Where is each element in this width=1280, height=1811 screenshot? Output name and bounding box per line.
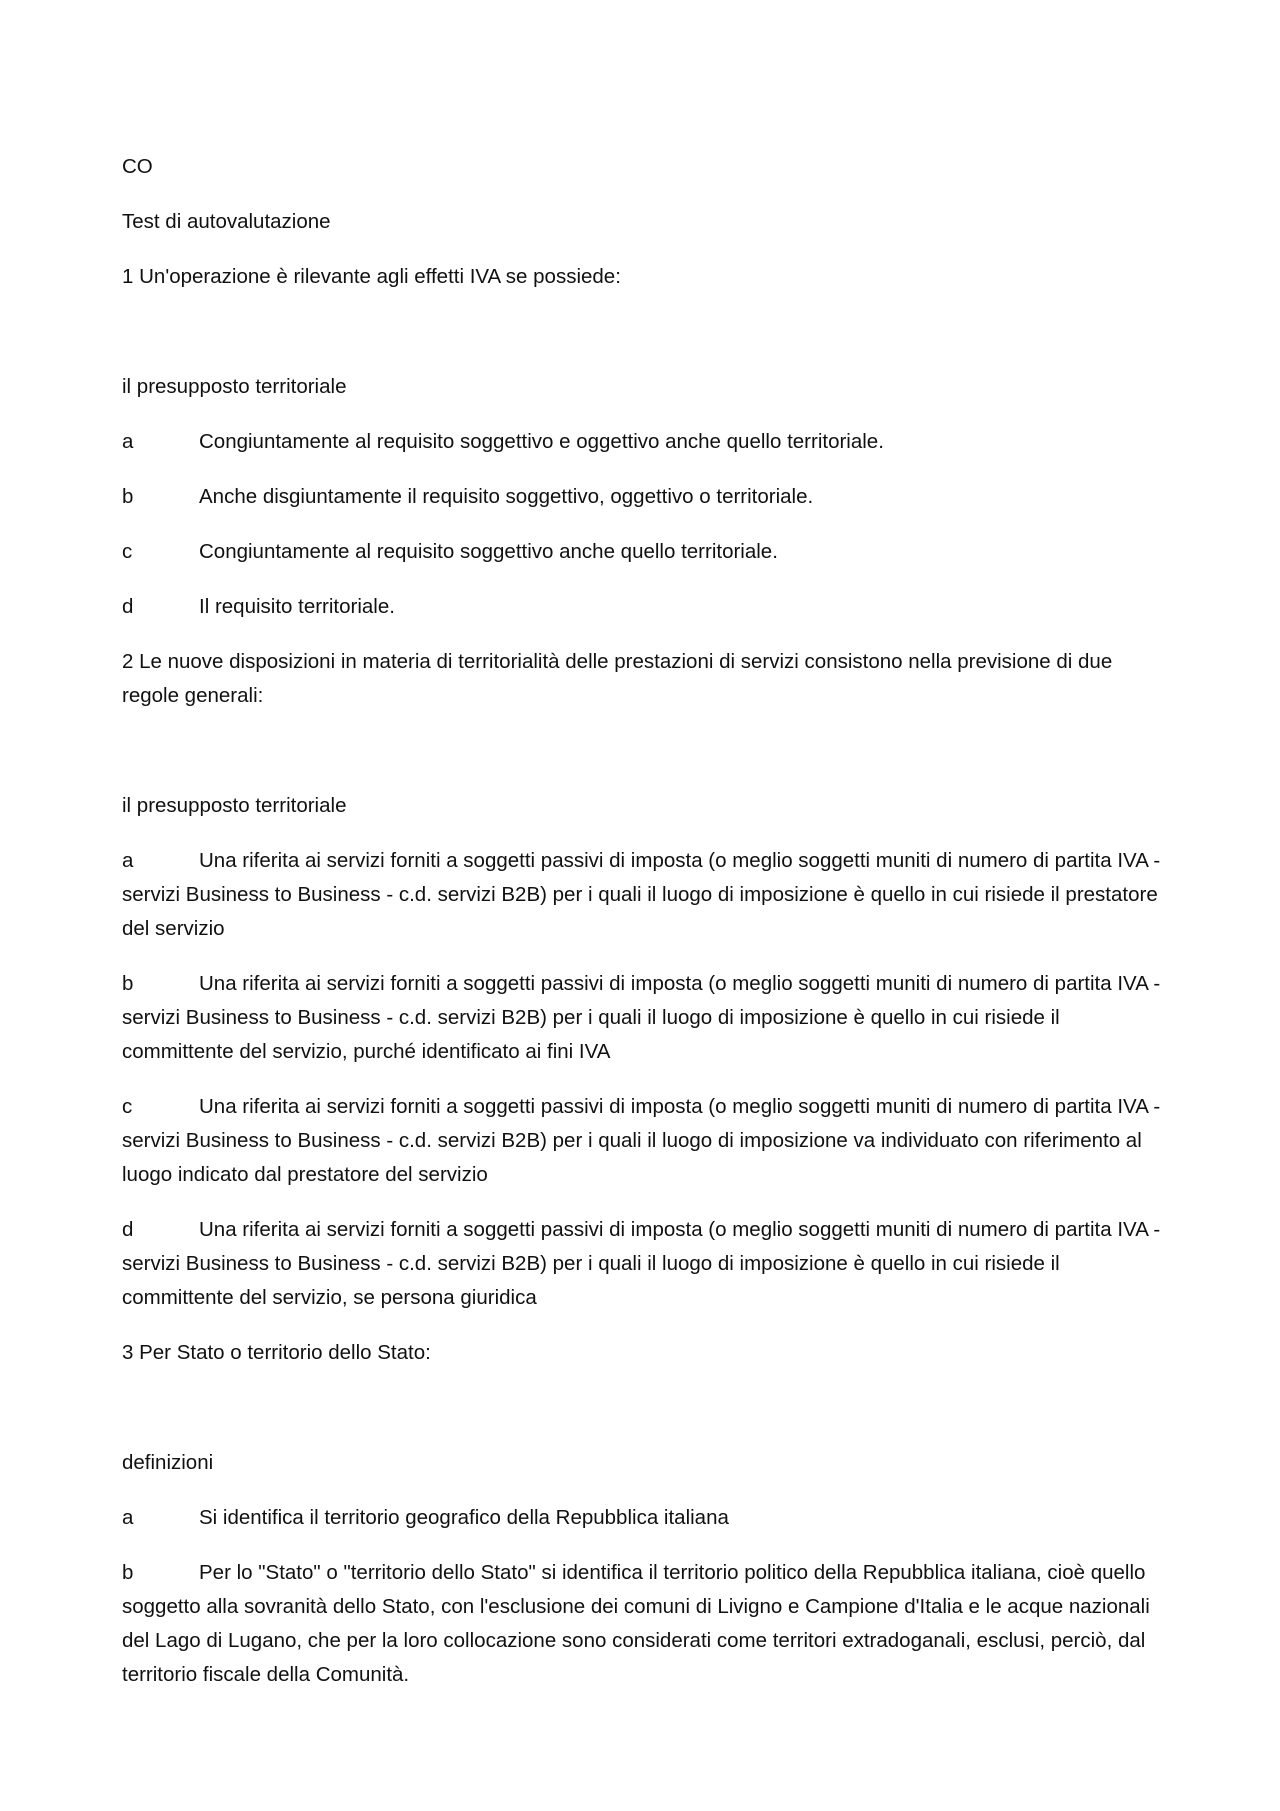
option-text: Congiuntamente al requisito soggettivo e oggettivo anche quello territoriale. [199, 430, 884, 453]
option-letter: a [122, 1506, 134, 1529]
answer-option [122, 1556, 1172, 1692]
option-letter: d [122, 1218, 134, 1241]
document-code: CO [122, 155, 153, 178]
option-text: Una riferita ai servizi forniti a soggetti passivi di imposta (o meglio soggetti muniti di numero di partita IVA - servizi Business to Business - c.d. servizi B2B) per i quali il luogo di imposizione va individuato con riferimento al luogo indicato dal prestatore del servizio [122, 1095, 1161, 1186]
answer-option [122, 967, 1172, 1069]
answer-option [122, 1090, 1172, 1192]
option-letter: b [122, 485, 134, 508]
document-page [122, 150, 1172, 1713]
question-3 [122, 1336, 1172, 1370]
option-text: Una riferita ai servizi forniti a soggetti passivi di imposta (o meglio soggetti muniti di numero di partita IVA - servizi Business to Business - c.d. servizi B2B) per i quali il luogo di imposizione è quello in cui risiede il committente del servizio, se persona giuridica [122, 1218, 1161, 1309]
question-1 [122, 260, 1172, 294]
question-3-topic: definizioni [122, 1451, 214, 1474]
option-letter: a [122, 849, 134, 872]
answer-option [122, 480, 1172, 514]
answer-option [122, 1213, 1172, 1315]
answer-option [122, 844, 1172, 946]
option-letter: c [122, 1095, 133, 1118]
option-text: Per lo "Stato" o "territorio dello Stato" si identifica il territorio politico della Repubblica italiana, cioè quello soggetto alla sovranità dello Stato, con l'esclusione dei comuni di Livigno e Campione d'Italia e le acque nazionali del Lago di Lugano, che per la loro collocazione sono considerati come territori extradoganali, esclusi, perciò, dal territorio fiscale della Comunità. [122, 1561, 1150, 1686]
question-2-topic: il presupposto territoriale [122, 794, 347, 817]
option-text: Si identifica il territorio geografico della Repubblica italiana [199, 1506, 729, 1529]
option-text: Anche disgiuntamente il requisito soggettivo, oggettivo o territoriale. [199, 485, 814, 508]
option-letter: b [122, 1561, 134, 1584]
answer-option [122, 1501, 1172, 1535]
answer-option [122, 590, 1172, 624]
answer-option [122, 535, 1172, 569]
document-title: Test di autovalutazione [122, 210, 331, 233]
question-number: 2 [122, 650, 134, 673]
question-1-topic: il presupposto territoriale [122, 375, 347, 398]
option-text: Una riferita ai servizi forniti a soggetti passivi di imposta (o meglio soggetti muniti di numero di partita IVA - servizi Business to Business - c.d. servizi B2B) per i quali il luogo di imposizione è quello in cui risiede il committente del servizio, purché identificato ai fini IVA [122, 972, 1161, 1063]
option-letter: d [122, 595, 134, 618]
answer-option [122, 425, 1172, 459]
question-2 [122, 645, 1172, 713]
option-text: Il requisito territoriale. [199, 595, 395, 618]
option-text: Una riferita ai servizi forniti a soggetti passivi di imposta (o meglio soggetti muniti di numero di partita IVA - servizi Business to Business - c.d. servizi B2B) per i quali il luogo di imposizione è quello in cui risiede il prestatore del servizio [122, 849, 1161, 940]
question-number: 1 [122, 265, 134, 288]
question-text: Le nuove disposizioni in materia di territorialità delle prestazioni di servizi consistono nella previsione di due regole generali: [122, 650, 1113, 707]
option-letter: a [122, 430, 134, 453]
question-number: 3 [122, 1341, 134, 1364]
option-letter: c [122, 540, 133, 563]
option-text: Congiuntamente al requisito soggettivo anche quello territoriale. [199, 540, 778, 563]
option-letter: b [122, 972, 134, 995]
question-text: Un'operazione è rilevante agli effetti IVA se possiede: [139, 265, 621, 288]
question-text: Per Stato o territorio dello Stato: [139, 1341, 431, 1364]
